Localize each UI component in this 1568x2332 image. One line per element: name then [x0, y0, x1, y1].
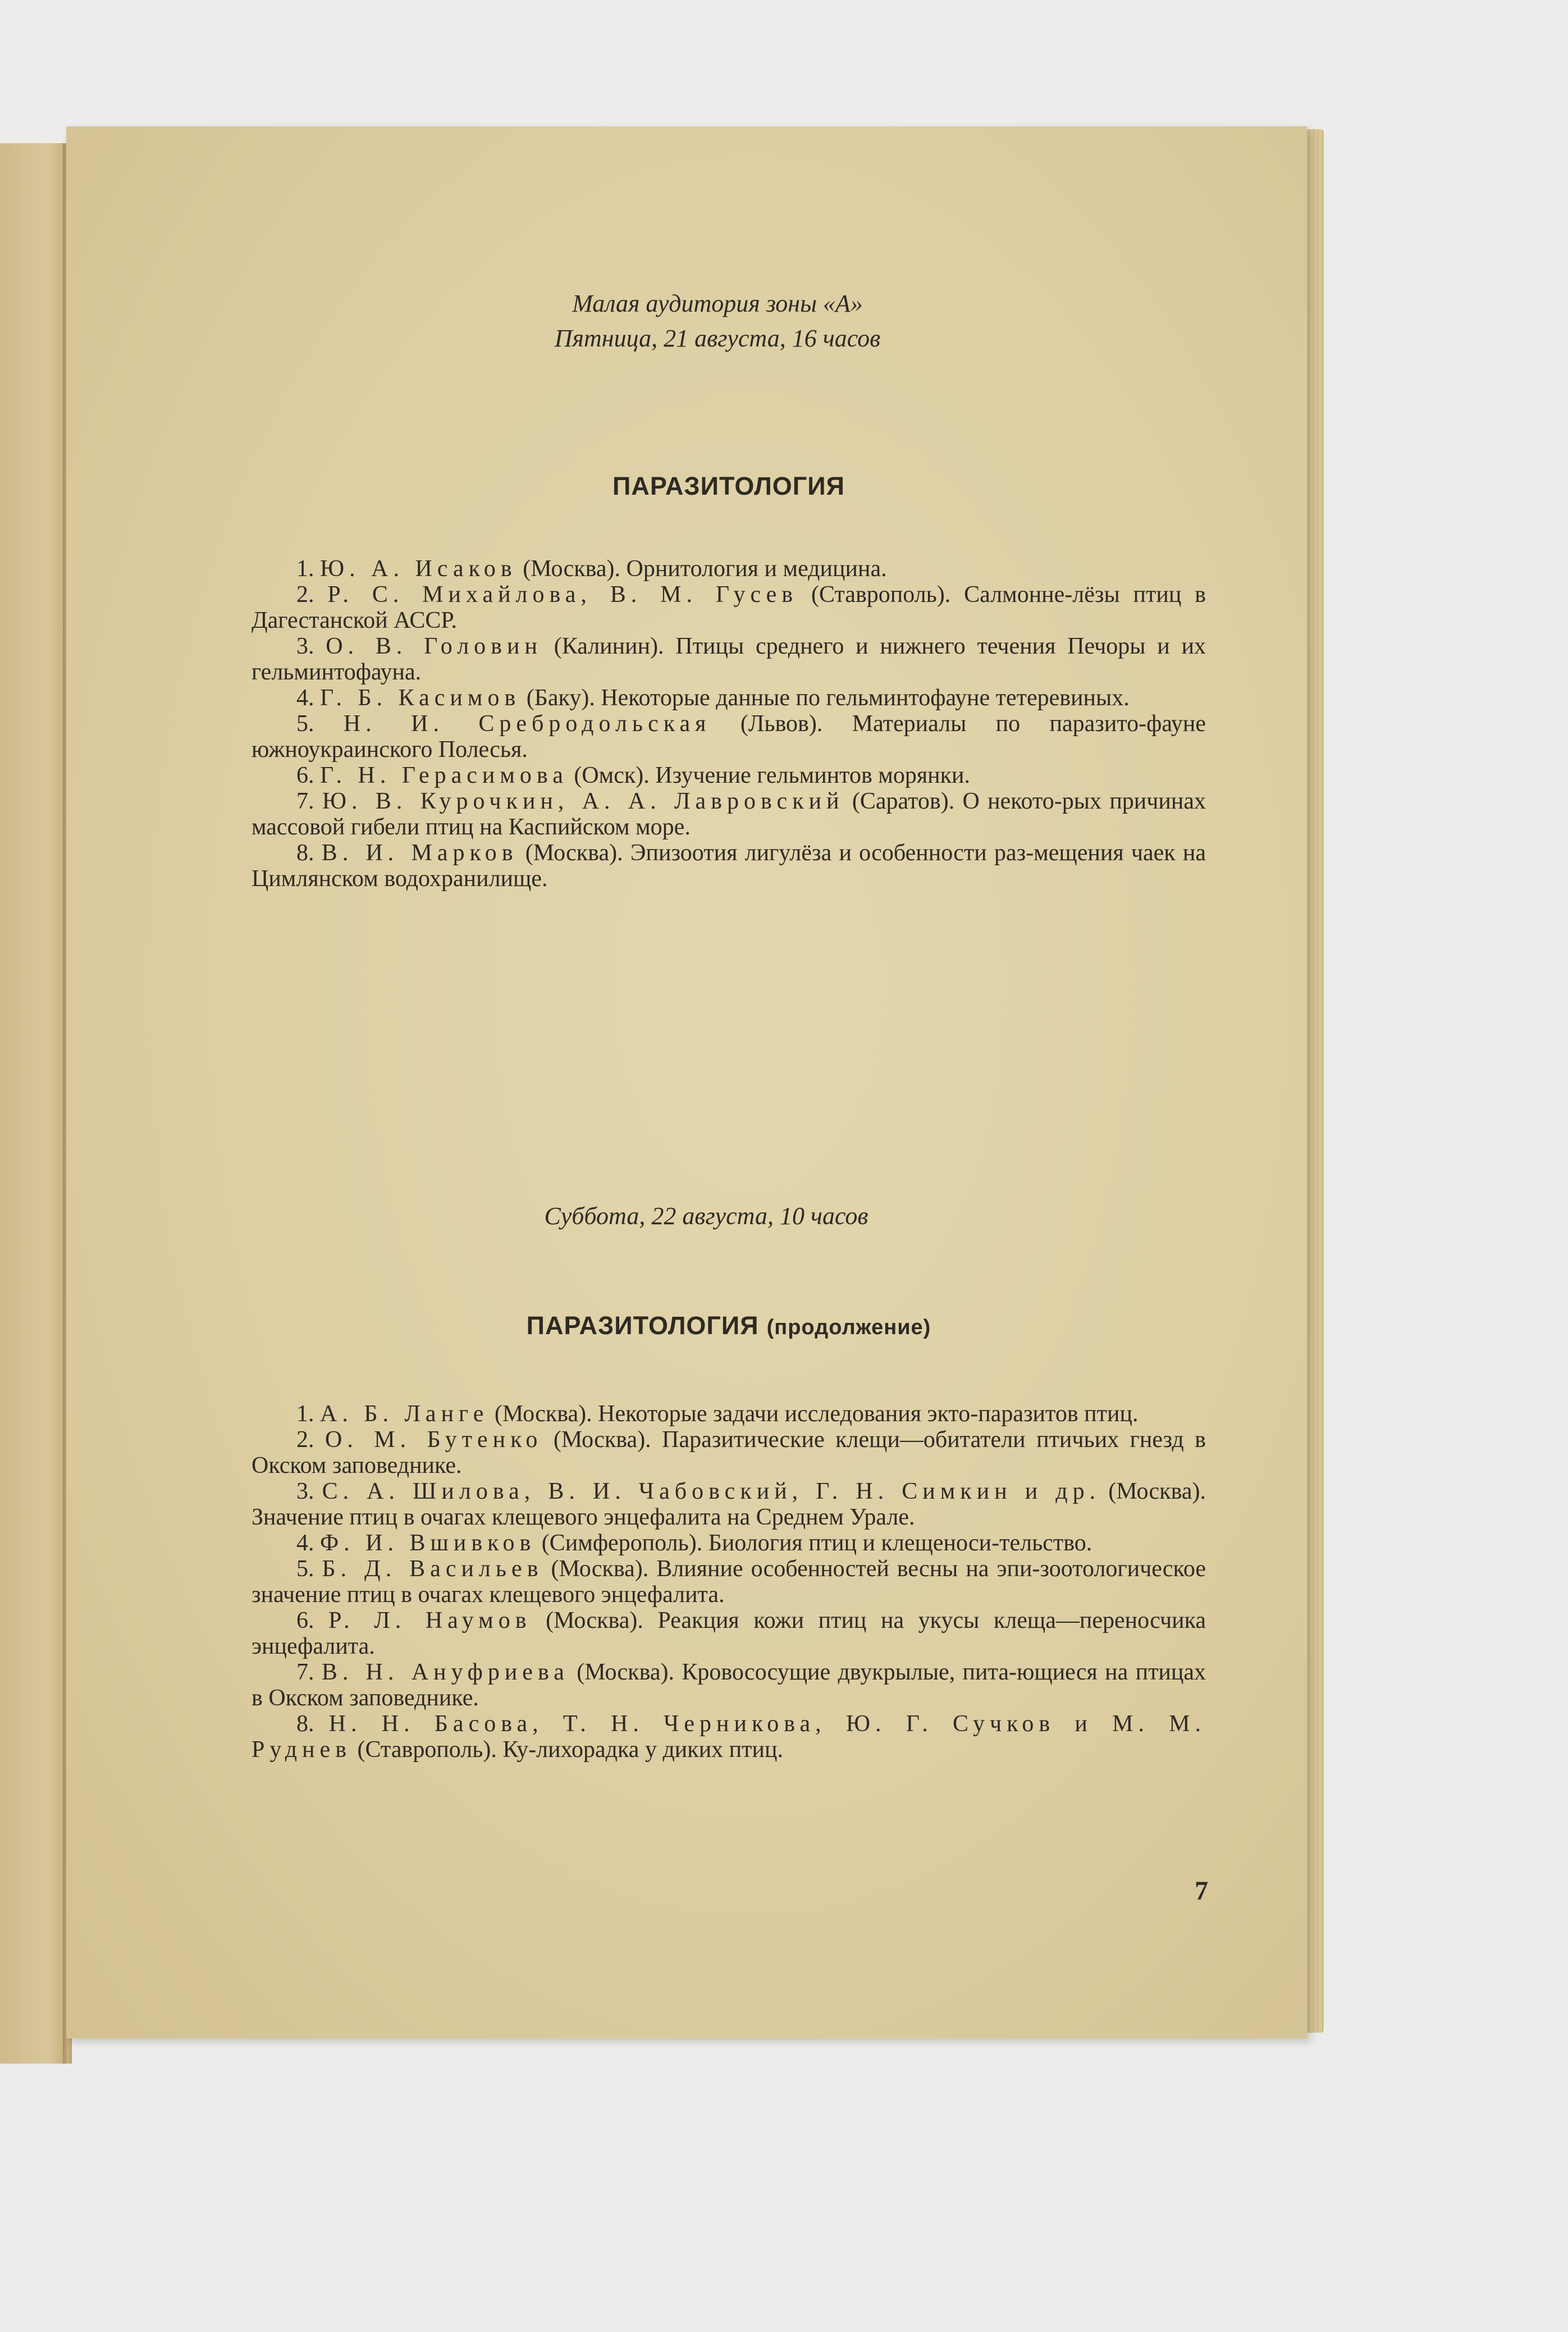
list-item: 8. В. И. Марков (Москва). Эпизоотия лигулёза и особенности раз-мещения чаек на Цимлянском водохранилище. — [252, 840, 1206, 892]
list-item: 7. В. Н. Ануфриева (Москва). Кровососущие двукрылые, пита-ющиеся на птицах в Окском заповеднике. — [252, 1659, 1206, 1711]
list-item: 8. Н. Н. Басова, Т. Н. Черникова, Ю. Г. Сучков и М. М. Руднев (Ставрополь). Ку-лихорадка у диких птиц. — [252, 1711, 1206, 1763]
list-item: 5. Б. Д. Васильев (Москва). Влияние особенностей весны на эпи-зоотологическое значение птиц в очагах клещевого энцефалита. — [252, 1556, 1206, 1608]
document-page — [66, 126, 1307, 2038]
list-item: 5. Н. И. Сребродольская (Львов). Материалы по паразито-фауне южноукраинского Полесья. — [252, 711, 1206, 763]
page-number: 7 — [1195, 1876, 1208, 1906]
left-page-edge — [0, 143, 67, 2064]
section-subtitle: (продолжение) — [766, 1316, 931, 1339]
list-item: 4. Ф. И. Вшивков (Симферополь). Биология птиц и клещеноси-тельство. — [296, 1530, 1092, 1556]
session-2-title — [252, 1311, 1206, 1340]
list-item: 1. А. Б. Ланге (Москва). Некоторые задачи исследования экто-паразитов птиц. — [296, 1401, 1139, 1427]
list-item: 4. Г. Б. Касимов (Баку). Некоторые данные по гельминтофауне тетеревиных. — [296, 685, 1130, 711]
list-item: 2. Р. С. Михайлова, В. М. Гусев (Ставрополь). Салмонне-лёзы птиц в Дагестанской АССР. — [252, 582, 1206, 633]
session-1-title — [252, 472, 1206, 501]
list-item: 6. Г. Н. Герасимова (Омск). Изучение гельминтов морянки. — [296, 763, 971, 788]
list-item: 6. Р. Л. Наумов (Москва). Реакция кожи птиц на укусы клеща—переносчика энцефалита. — [252, 1608, 1206, 1659]
section-title-text: ПАРАЗИТОЛОГИЯ — [612, 472, 845, 500]
list-item: 7. Ю. В. Курочкин, А. А. Лавровский (Саратов). О некото-рых причинах массовой гибели птиц на Каспийском море. — [252, 788, 1206, 840]
session-1-header — [252, 286, 1206, 356]
session-1-datetime: Пятница, 21 августа, 16 часов — [554, 325, 881, 352]
list-item: 2. О. М. Бутенко (Москва). Паразитические клещи—обитатели птичьих гнезд в Окском заповеднике. — [252, 1427, 1206, 1478]
session-2-datetime: Суббота, 22 августа, 10 часов — [544, 1202, 868, 1230]
session-1-venue: Малая аудитория зоны «А» — [572, 290, 863, 317]
section-title-text: ПАРАЗИТОЛОГИЯ — [526, 1311, 759, 1340]
session-1-entries — [252, 556, 1206, 892]
list-item: 3. С. А. Шилова, В. И. Чабовский, Г. Н. Симкин и др. (Москва). Значение птиц в очагах клещевого энцефалита на Среднем Урале. — [252, 1478, 1206, 1530]
list-item: 1. Ю. А. Исаков (Москва). Орнитология и медицина. — [296, 556, 887, 582]
session-2-entries — [252, 1401, 1206, 1763]
list-item: 3. О. В. Головин (Калинин). Птицы среднего и нижнего течения Печоры и их гельминтофауна. — [252, 633, 1206, 685]
